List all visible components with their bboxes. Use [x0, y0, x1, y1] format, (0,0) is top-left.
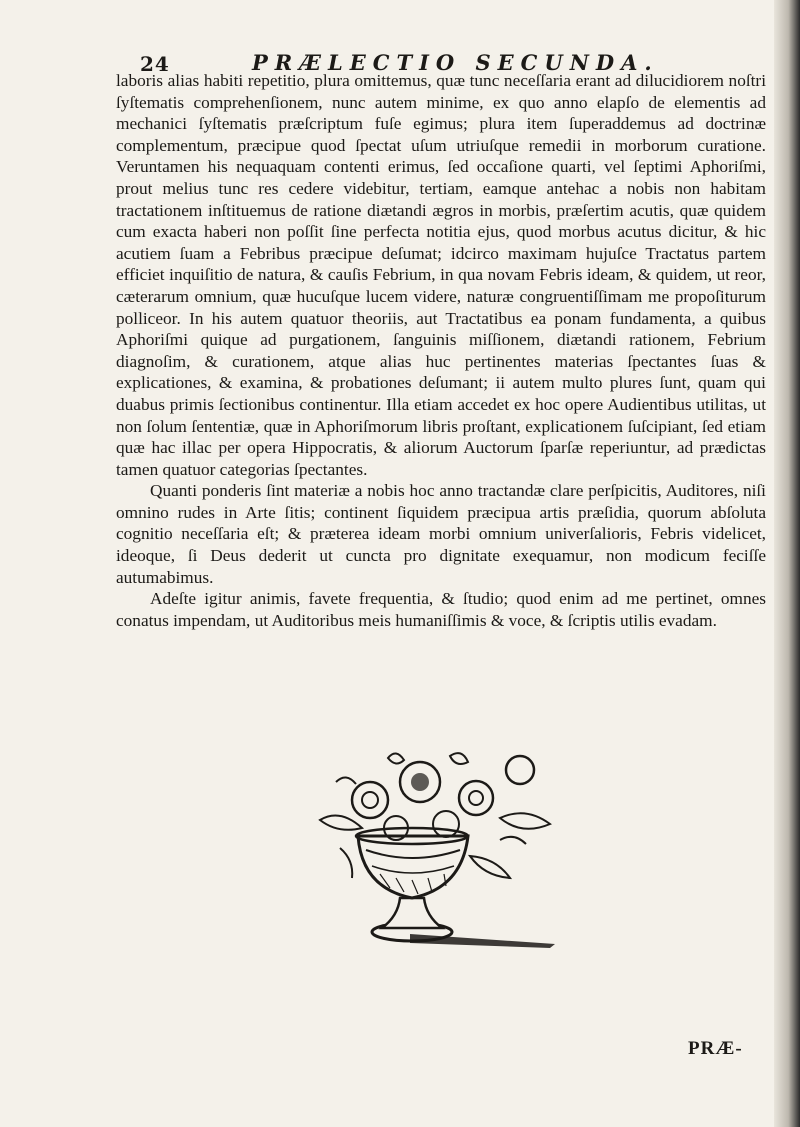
page-edge-shadow: [774, 0, 800, 1127]
catchword: PRÆ-: [688, 1038, 743, 1059]
flower-vase-vignette: [300, 748, 570, 953]
paragraph-2: Quanti ponderis ſint materiæ a nobis hoc anno tractandæ clare perſpicitis, Auditores, niſi omnino rudes in Arte ſitis; continent ſiquidem præcipua artis præſidia, quorum abſoluta cognitio neceſſaria eſt; & præterea ideam morbi omnium univerſalioris, Febris videlicet, ideoque, ſi Deus dederit ut cuncta pro dignitate exequamur, non modicum feciſſe autumabimus.: [116, 481, 766, 587]
paragraph-3: Adeſte igitur animis, favete frequentia, & ſtudio; quod enim ad me pertinet, omnes conatus impendam, ut Auditoribus meis humaniſſimis & voce, & ſcriptis utilis evadam.: [116, 589, 766, 630]
paragraph-1: laboris alias habiti repetitio, plura omittemus, quæ tunc neceſſaria erant ad dilucidiorem noſtri ſyſtematis comprehenſionem, nunc autem minime, ex quo anno elapſo de elementis ad mechanici ſyſtematis præſcriptum fuſe egimus; plura item ſuperaddemus ad doctrinæ complementum, præcipue quod ſpectat uſum utriuſque remedii in morborum curatione. Veruntamen his nequaquam contenti erimus, ſed occaſione quarti, vel ſeptimi Aphoriſmi, prout melius tunc res cedere videbitur, tertiam, eamque antehac a nobis non habitam tractationem inſtituemus de ratione diætandi ægros in morbis, præſertim acutis, quæ quidem cum exacta haberi non poſſit ſine perfecta notitia ejus, quod morbus acutus dicitur, & hic acutiem ſuam a Febribus præcipue deſumat; idcirco maximam hujuſce Tractatus partem efficiet inquiſitio de natura, & cauſis Febrium, in qua novam Febris ideam, & quidem, ut reor, cæterarum omnium, quæ hucuſque lucem videre, naturæ congruentiſſimam me propoſiturum polliceor. In his autem quatuor theoriis, aut Tractatibus ea ponam fundamenta, a quibus Aphoriſmi quique ad purgationem, ſanguinis miſſionem, diætandi rationem, Febrium diagnoſim, & curationem, atque alias huc pertinentes materias ſpectantes ſuas & explicationes, & examina, & probationes deſumant; ii autem multo plures ſunt, quam qui duabus primis ſectionibus continentur. Illa etiam accedet ex hoc opere Audientibus utilitas, ut non ſolum ſententiæ, quæ in Aphoriſmorum libris proſtant, explicationem ſuſcipiant, ſed etiam quæ hac illac per opera Hippocratis, & aliorum Auctorum ſparſæ reperiuntur, ad prædictas tamen quatuor categorias ſpectantes.: [116, 71, 766, 479]
body-text: [116, 70, 766, 631]
running-head: PRÆLECTIO SECUNDA.: [252, 50, 659, 75]
page-number: 24: [140, 52, 170, 76]
